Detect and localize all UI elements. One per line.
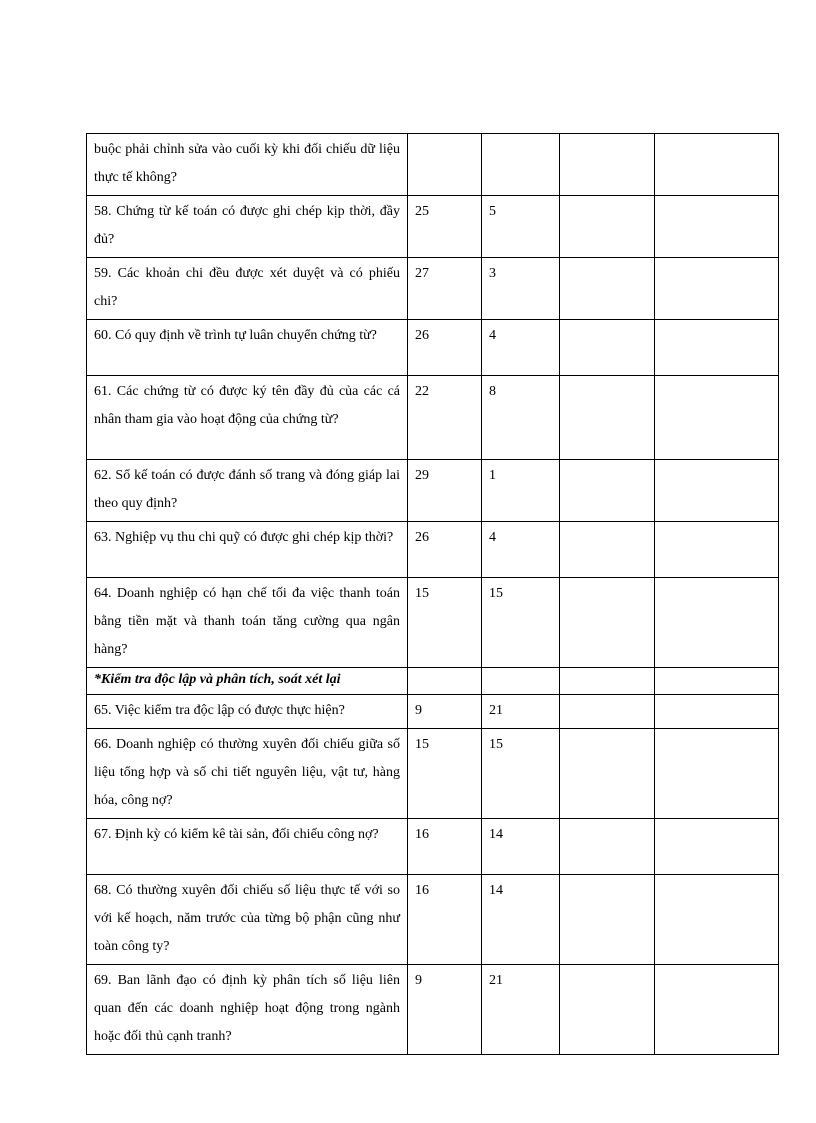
count-cell-4 bbox=[655, 729, 779, 819]
count-cell-1: 15 bbox=[408, 729, 482, 819]
count-cell-4 bbox=[655, 258, 779, 320]
count-cell-4 bbox=[655, 376, 779, 460]
count-cell-4 bbox=[655, 460, 779, 522]
table-row bbox=[87, 729, 779, 819]
count-cell-3 bbox=[560, 965, 655, 1055]
question-cell: 68. Có thường xuyên đối chiếu số liệu thực tế với so với kế hoạch, năm trước của từng bộ phận cũng như toàn công ty? bbox=[87, 875, 408, 965]
count-cell-2: 15 bbox=[482, 578, 560, 668]
count-cell-1: 15 bbox=[408, 578, 482, 668]
count-cell-4 bbox=[655, 578, 779, 668]
count-cell-4 bbox=[655, 668, 779, 695]
question-cell: 66. Doanh nghiệp có thường xuyên đối chiếu giữa số liệu tổng hợp và số chi tiết nguyên liệu, vật tư, hàng hóa, công nợ? bbox=[87, 729, 408, 819]
table-row bbox=[87, 258, 779, 320]
table-row bbox=[87, 695, 779, 729]
question-cell: 64. Doanh nghiệp có hạn chế tối đa việc thanh toán bằng tiền mặt và thanh toán tăng cường qua ngân hàng? bbox=[87, 578, 408, 668]
count-cell-1: 16 bbox=[408, 875, 482, 965]
question-cell: 61. Các chứng từ có được ký tên đầy đủ của các cá nhân tham gia vào hoạt động của chứng từ? bbox=[87, 376, 408, 460]
count-cell-3 bbox=[560, 578, 655, 668]
count-cell-4 bbox=[655, 134, 779, 196]
section-heading: *Kiểm tra độc lập và phân tích, soát xét lại bbox=[87, 668, 408, 695]
count-cell-3 bbox=[560, 134, 655, 196]
count-cell-2: 5 bbox=[482, 196, 560, 258]
count-cell-4 bbox=[655, 522, 779, 578]
table-row bbox=[87, 320, 779, 376]
count-cell-3 bbox=[560, 460, 655, 522]
count-cell-2: 14 bbox=[482, 875, 560, 965]
question-cell: buộc phải chỉnh sửa vào cuối kỳ khi đối chiếu dữ liệu thực tế không? bbox=[87, 134, 408, 196]
count-cell-3 bbox=[560, 819, 655, 875]
count-cell-3 bbox=[560, 196, 655, 258]
table-row bbox=[87, 875, 779, 965]
count-cell-3 bbox=[560, 695, 655, 729]
count-cell-1: 9 bbox=[408, 695, 482, 729]
count-cell-1 bbox=[408, 134, 482, 196]
question-cell: 58. Chứng từ kế toán có được ghi chép kịp thời, đầy đủ? bbox=[87, 196, 408, 258]
count-cell-1: 27 bbox=[408, 258, 482, 320]
count-cell-1 bbox=[408, 668, 482, 695]
count-cell-4 bbox=[655, 875, 779, 965]
count-cell-2 bbox=[482, 134, 560, 196]
count-cell-4 bbox=[655, 695, 779, 729]
section-heading-row bbox=[87, 668, 779, 695]
count-cell-1: 9 bbox=[408, 965, 482, 1055]
question-cell: 62. Sổ kế toán có được đánh số trang và đóng giáp lai theo quy định? bbox=[87, 460, 408, 522]
count-cell-2: 1 bbox=[482, 460, 560, 522]
count-cell-2: 21 bbox=[482, 695, 560, 729]
table-row bbox=[87, 376, 779, 460]
count-cell-4 bbox=[655, 320, 779, 376]
count-cell-3 bbox=[560, 258, 655, 320]
count-cell-1: 25 bbox=[408, 196, 482, 258]
count-cell-1: 22 bbox=[408, 376, 482, 460]
count-cell-4 bbox=[655, 965, 779, 1055]
count-cell-2: 14 bbox=[482, 819, 560, 875]
table-row bbox=[87, 522, 779, 578]
question-cell: 65. Việc kiểm tra độc lập có được thực hiện? bbox=[87, 695, 408, 729]
survey-table bbox=[86, 133, 779, 1055]
count-cell-2: 4 bbox=[482, 522, 560, 578]
count-cell-2: 15 bbox=[482, 729, 560, 819]
table-row bbox=[87, 819, 779, 875]
question-cell: 69. Ban lãnh đạo có định kỳ phân tích số liệu liên quan đến các doanh nghiệp hoạt động trong ngành hoặc đối thủ cạnh tranh? bbox=[87, 965, 408, 1055]
count-cell-3 bbox=[560, 522, 655, 578]
count-cell-3 bbox=[560, 668, 655, 695]
count-cell-1: 16 bbox=[408, 819, 482, 875]
table-row bbox=[87, 196, 779, 258]
question-cell: 59. Các khoản chi đều được xét duyệt và có phiếu chi? bbox=[87, 258, 408, 320]
table-row bbox=[87, 460, 779, 522]
count-cell-2: 21 bbox=[482, 965, 560, 1055]
count-cell-3 bbox=[560, 320, 655, 376]
count-cell-1: 26 bbox=[408, 320, 482, 376]
count-cell-4 bbox=[655, 819, 779, 875]
question-cell: 60. Có quy định về trình tự luân chuyển chứng từ? bbox=[87, 320, 408, 376]
count-cell-2 bbox=[482, 668, 560, 695]
table-row bbox=[87, 134, 779, 196]
count-cell-3 bbox=[560, 875, 655, 965]
question-cell: 63. Nghiệp vụ thu chi quỹ có được ghi chép kịp thời? bbox=[87, 522, 408, 578]
question-cell: 67. Định kỳ có kiểm kê tài sản, đối chiếu công nợ? bbox=[87, 819, 408, 875]
count-cell-1: 29 bbox=[408, 460, 482, 522]
count-cell-2: 8 bbox=[482, 376, 560, 460]
table-row bbox=[87, 578, 779, 668]
count-cell-3 bbox=[560, 729, 655, 819]
count-cell-4 bbox=[655, 196, 779, 258]
count-cell-1: 26 bbox=[408, 522, 482, 578]
count-cell-3 bbox=[560, 376, 655, 460]
count-cell-2: 4 bbox=[482, 320, 560, 376]
table-row bbox=[87, 965, 779, 1055]
count-cell-2: 3 bbox=[482, 258, 560, 320]
